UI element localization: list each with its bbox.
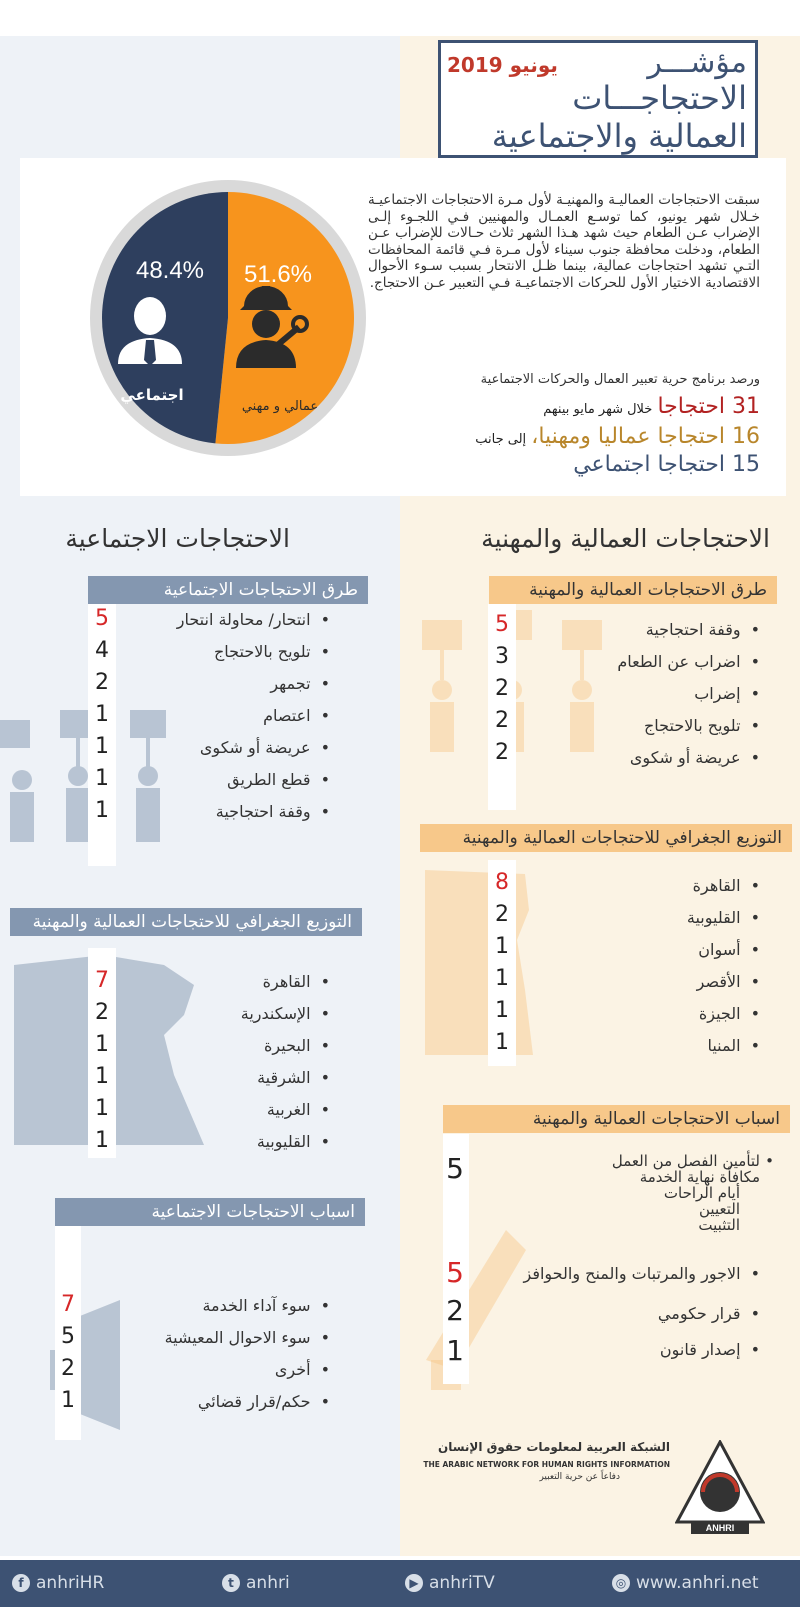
summary-card — [20, 158, 786, 496]
footer-youtube-link[interactable] — [405, 1573, 495, 1593]
list-item: • الإسكندرية — [241, 1004, 330, 1023]
list-item: • أخرى — [275, 1360, 330, 1379]
globe-icon: ◎ — [612, 1574, 630, 1592]
title-box — [438, 40, 758, 158]
list-value: 1 — [95, 1128, 109, 1153]
logo-name-ar: الشبكة العربية لمعلومات حقوق الإنسان — [437, 1440, 670, 1454]
list-value: 5 — [446, 1256, 464, 1289]
list-value: 2 — [95, 670, 109, 695]
list-item: • الأقصر — [697, 972, 760, 991]
title-month: يونيو 2019 — [447, 53, 558, 77]
list-value: 1 — [495, 998, 509, 1023]
social-protests-count: 15 احتجاجا اجتماعي — [573, 452, 760, 477]
anhri-badge-text: ANHRI — [705, 1523, 735, 1533]
bullet: • — [765, 1152, 774, 1170]
list-item: • وقفة احتجاجية — [646, 620, 760, 639]
list-value: 1 — [495, 966, 509, 991]
list-item: مكافأة نهاية الخدمة — [639, 1168, 760, 1186]
list-value: 2 — [495, 902, 509, 927]
list-item: • الشرقية — [257, 1068, 330, 1087]
list-value: 1 — [95, 1064, 109, 1089]
list-item: • تلويح بالاحتجاج — [644, 716, 760, 735]
labor-reasons-group — [560, 1152, 774, 1234]
list-item: التعيين — [699, 1200, 740, 1218]
labor-column-title: الاحتجاجات العمالية والمهنية — [481, 524, 770, 553]
list-value: 8 — [495, 870, 509, 895]
list-item: • عريضة أو شكوى — [630, 748, 760, 767]
list-item: • القاهرة — [263, 972, 330, 991]
list-item: • تلويح بالاحتجاج — [214, 642, 330, 661]
list-item: • البحيرة — [264, 1036, 330, 1055]
list-value: 5 — [446, 1152, 464, 1185]
list-item: • أسوان — [698, 940, 760, 959]
list-value: 2 — [61, 1356, 75, 1381]
footer-bar — [0, 1560, 800, 1607]
youtube-icon: ▶ — [405, 1574, 423, 1592]
list-value: 2 — [446, 1294, 464, 1327]
list-value: 1 — [95, 1096, 109, 1121]
social-reasons-header: اسباب الاحتجاجات الاجتماعية — [55, 1198, 365, 1226]
list-item: • حكم/قرار قضائي — [198, 1392, 330, 1411]
list-item: • وقفة احتجاجية — [216, 802, 330, 821]
list-value: 4 — [95, 638, 109, 663]
list-value: 2 — [95, 1000, 109, 1025]
facebook-icon: f — [12, 1574, 30, 1592]
labor-geo-header: التوزيع الجغرافي للاحتجاجات العمالية والمهنية — [420, 824, 792, 852]
list-value: 2 — [495, 708, 509, 733]
twitter-icon: t — [222, 1574, 240, 1592]
footer-website-link[interactable] — [612, 1573, 759, 1593]
footer-twitter-label: anhri — [246, 1573, 290, 1593]
list-value: 1 — [95, 798, 109, 823]
list-item: • الاجور والمرتبات والمنح والحوافز — [523, 1264, 760, 1283]
footer-facebook-link[interactable] — [12, 1573, 104, 1593]
total-protests-count: 31 احتجاجا — [657, 394, 760, 419]
list-item: • إضراب — [694, 684, 760, 703]
list-item: • قرار حكومي — [658, 1304, 760, 1323]
total-protests-note: خلال شهر مايو بينهم — [543, 402, 653, 417]
list-item: • سوء الاحوال المعيشية — [165, 1328, 330, 1347]
anhri-logo-icon — [675, 1440, 765, 1535]
list-item: • القاهرة — [693, 876, 760, 895]
pie-value-labor: 51.6% — [243, 261, 313, 288]
list-value: 1 — [495, 1030, 509, 1055]
total-protests-line — [543, 394, 760, 419]
anhri-logo — [423, 1440, 780, 1540]
list-item: • لتأمين الفصل من العمل — [611, 1152, 774, 1170]
labor-reasons-list — [500, 1260, 760, 1370]
labor-geo-list — [520, 862, 760, 1068]
list-value: 5 — [95, 606, 109, 631]
list-value: 1 — [95, 1032, 109, 1057]
list-value: 5 — [61, 1324, 75, 1349]
footer-youtube-label: anhriTV — [429, 1573, 495, 1593]
labor-methods-list — [520, 604, 760, 810]
list-item: • تجمهر — [270, 674, 330, 693]
pie-value-social: 48.4% — [135, 257, 205, 284]
social-geo-list — [120, 960, 330, 1160]
list-value: 1 — [495, 934, 509, 959]
summary-paragraph: سبقت الاحتجاجات العماليـة والمهنيـة لأول مـرة الاحتجاجات الاجتماعيـة خـلال شهر يونيو، كما توسـع العمـال والمهنيين فـي اللجـوء إلـى الإضراب عـن الطعام حيث شهد هـذا الشهر ثلاث حـالات للإضراب عـن الطعام، ودخلت محافظة جنوب سيناء لأول مـرة فـي قائمة المحافظات التـي تشهد احتجاجات عمالية، بينما ظـل الانتحار بسبب سـوء الأحوال الاقتصادية الاختيار الأول للحركات الاجتماعيـة فـي التعبير عـن الاحتجاج. — [368, 192, 760, 291]
title-line-3: العمالية والاجتماعية — [491, 117, 747, 155]
list-item: • اضراب عن الطعام — [617, 652, 760, 671]
social-protests-line — [573, 452, 760, 477]
list-item: • عريضة أو شكوى — [200, 738, 330, 757]
list-item: • الغربية — [267, 1100, 330, 1119]
pie-category-social: اجتماعي — [120, 386, 184, 404]
list-item: • انتحار/ محاولة انتحار — [177, 610, 330, 629]
social-methods-list — [120, 604, 330, 844]
list-item: • الجيزة — [699, 1004, 760, 1023]
pie-chart — [88, 178, 368, 458]
footer-twitter-link[interactable] — [222, 1573, 290, 1593]
egypt-map-icon — [425, 870, 535, 1060]
labor-methods-header: طرق الاحتجاجات العمالية والمهنية — [489, 576, 777, 604]
list-item: • اعتصام — [263, 706, 330, 725]
social-column-title: الاحتجاجات الاجتماعية — [65, 524, 290, 553]
title-line-1: مؤشـــر — [647, 45, 747, 80]
footer-facebook-label: anhriHR — [36, 1573, 105, 1593]
list-item: • إصدار قانون — [660, 1340, 760, 1359]
list-item: • القليوبية — [257, 1132, 330, 1151]
list-value: 7 — [95, 968, 109, 993]
logo-tagline: دفاعاً عن حرية التعبير — [539, 1472, 620, 1482]
list-item: • قطع الطريق — [227, 770, 330, 789]
list-value: 2 — [495, 740, 509, 765]
list-value: 1 — [446, 1334, 464, 1367]
list-value: 1 — [61, 1388, 75, 1413]
labor-protests-line — [475, 424, 760, 449]
social-geo-header: التوزيع الجغرافي للاحتجاجات العمالية والمهنية — [10, 908, 362, 936]
list-item: • القليوبية — [687, 908, 760, 927]
social-methods-header: طرق الاحتجاجات الاجتماعية — [88, 576, 368, 604]
list-value: 7 — [61, 1292, 75, 1317]
title-line-2: الاحتجاجـــات — [572, 79, 747, 117]
list-item: • المنيا — [707, 1036, 760, 1055]
monitor-text: ورصد برنامج حرية تعبير العمال والحركات الاجتماعية — [480, 372, 760, 387]
list-value: 1 — [95, 702, 109, 727]
list-value: 3 — [495, 644, 509, 669]
list-item: التثبيت — [698, 1216, 740, 1234]
list-value: 1 — [95, 766, 109, 791]
labor-protests-count: 16 احتجاجا عماليا ومهنيا، — [531, 424, 760, 449]
pie-category-labor: عمالي و مهني — [241, 399, 319, 414]
list-value: 5 — [495, 612, 509, 637]
labor-reasons-header: اسباب الاحتجاجات العمالية والمهنية — [443, 1105, 790, 1133]
logo-name-en: THE ARABIC NETWORK FOR HUMAN RIGHTS INFORMATION — [423, 1460, 670, 1469]
list-value: 2 — [495, 676, 509, 701]
list-value: 1 — [95, 734, 109, 759]
footer-website-label: www.anhri.net — [636, 1573, 759, 1593]
labor-protests-note: إلى جانب — [475, 432, 527, 447]
social-reasons-list — [110, 1290, 330, 1430]
list-item: أيام الراحات — [663, 1184, 740, 1202]
list-item: • سوء آداء الخدمة — [202, 1296, 330, 1315]
